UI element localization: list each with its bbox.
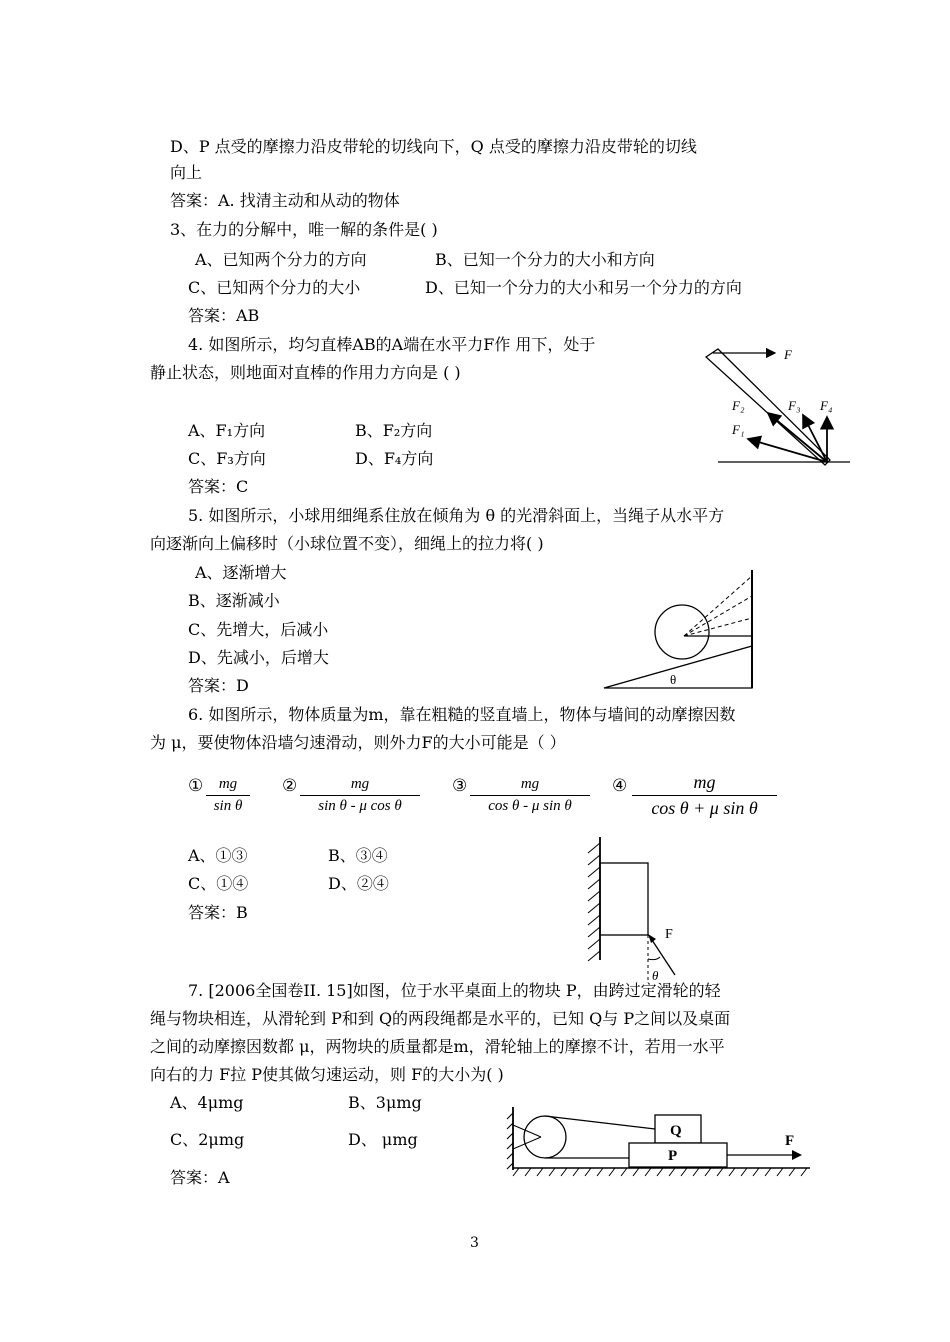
q4-stem-line1: 4. 如图所示，均匀直棒AB的A端在水平力F作 用下，处于 [188, 335, 596, 354]
q6-formula-4-bar [632, 795, 777, 796]
q6-block-wall-figure [582, 835, 692, 985]
q7-stem-line1: 7. [2006全国卷II. 15]如图，位于水平桌面上的物块 P，由跨过定滑轮的轻 [188, 981, 721, 1000]
q4-force-F1-arrow [748, 439, 827, 462]
q6-formula-1-numerator: mg [218, 776, 238, 792]
q3-option-c: C、已知两个分力的大小 [188, 278, 361, 297]
q6-formula-4 [632, 772, 777, 819]
q4-option-d: D、F₄方向 [355, 449, 434, 468]
q6-force-arrowhead [648, 934, 656, 943]
q4-stem-line2: 静止状态，则地面对直棒的作用力方向是 ( ) [150, 363, 461, 382]
q5-rope-dashed-2 [684, 596, 752, 636]
q5-incline [604, 646, 752, 688]
q4-force-F3-arrow [803, 415, 827, 462]
q6-choice-4-marker: ④ [612, 776, 628, 796]
q5-stem-line2: 向逐渐向上偏移时（小球位置不变），细绳上的拉力将( ) [150, 534, 544, 553]
q7-stem-line4: 向右的力 F拉 P使其做匀速运动，则 F的大小为( ) [150, 1065, 504, 1084]
q4-label-F1: F₁ [732, 422, 745, 437]
q5-option-d: D、先减小，后增大 [188, 648, 329, 667]
q2-option-d-line2: 向上 [170, 163, 203, 182]
q7-option-b: B、3μmg [348, 1093, 422, 1112]
q7-force-F-arrowhead [792, 1150, 802, 1160]
page-number: 3 [470, 1235, 479, 1251]
q6-formula-2 [300, 776, 420, 815]
q6-angle-arc [648, 957, 660, 960]
q5-rope-dashed-3 [684, 618, 752, 636]
q2-answer: 答案：A. 找清主动和从动的物体 [170, 191, 400, 210]
q7-block-P [629, 1143, 727, 1167]
q7-pulley [524, 1116, 566, 1158]
q7-table-hatching [513, 1168, 807, 1176]
q6-answer: 答案：B [188, 903, 248, 922]
q4-label-F: F [784, 347, 792, 362]
q6-formula-2-denominator: sin θ - μ cos θ [318, 798, 402, 814]
q6-choice-1-marker: ① [188, 776, 204, 796]
q5-answer: 答案：D [188, 676, 249, 695]
q4-label-F4: F₄ [820, 398, 833, 413]
q3-option-a: A、已知两个分力的方向 [195, 250, 367, 269]
q7-label-Q: Q [670, 1123, 682, 1139]
q7-pulley-blocks-figure [505, 1105, 820, 1185]
q6-formula-2-bar [300, 795, 420, 796]
q5-ball-incline-figure [600, 568, 760, 693]
q7-label-F: F [785, 1133, 795, 1149]
q6-formula-4-denominator: cos θ + μ sin θ [651, 798, 758, 818]
q7-option-d: D、 μmg [348, 1130, 418, 1149]
q6-stem-line2: 为 μ，要使物体沿墙匀速滑动，则外力F的大小可能是（ ） [150, 733, 566, 752]
q5-theta-label: θ [670, 672, 677, 687]
q4-force-F2-arrow [768, 413, 827, 462]
q6-choice-3-marker: ③ [452, 776, 468, 796]
q4-option-c: C、F₃方向 [188, 449, 266, 468]
q6-formula-1 [206, 776, 250, 815]
q7-answer: 答案：A [170, 1168, 230, 1187]
q5-option-c: C、先增大，后减小 [188, 620, 329, 639]
q3-option-d: D、已知一个分力的大小和另一个分力的方向 [425, 278, 742, 297]
q3-option-b: B、已知一个分力的大小和方向 [435, 250, 655, 269]
q6-option-b: B、③④ [328, 846, 388, 865]
q4-rod-force-figure [700, 335, 860, 470]
q6-block [600, 863, 648, 935]
q5-option-a: A、逐渐增大 [195, 563, 287, 582]
q6-wall-hatching [588, 843, 600, 961]
q6-formula-3-denominator: cos θ - μ sin θ [488, 798, 572, 814]
q2-option-d-line1: D、P 点受的摩擦力沿皮带轮的切线向下，Q 点受的摩擦力沿皮带轮的切线 [170, 137, 697, 156]
q5-stem-line1: 5. 如图所示，小球用细绳系住放在倾角为 θ 的光滑斜面上，当绳子从水平方 [188, 506, 725, 525]
q6-force-label: F [665, 927, 673, 942]
q6-formula-3 [470, 776, 590, 815]
q7-option-c: C、2μmg [170, 1130, 245, 1149]
q4-option-a: A、F₁方向 [188, 421, 266, 440]
q6-option-d: D、②④ [328, 874, 389, 893]
q6-theta-label: θ [652, 968, 659, 983]
q6-formula-2-numerator: mg [350, 776, 370, 792]
q4-label-F2: F₂ [732, 398, 745, 413]
q6-formula-1-bar [206, 795, 250, 796]
q4-answer: 答案：C [188, 477, 249, 496]
q5-option-b: B、逐渐减小 [188, 591, 280, 610]
q6-formula-3-numerator: mg [520, 776, 540, 792]
q7-stem-line3: 之间的动摩擦因数都 μ，两物块的质量都是m，滑轮轴上的摩擦不计，若用一水平 [150, 1037, 725, 1056]
q7-label-P: P [668, 1148, 678, 1164]
q6-formula-1-denominator: sin θ [213, 798, 243, 814]
q3-answer: 答案：AB [188, 306, 260, 325]
q6-option-a: A、①③ [188, 846, 248, 865]
q7-wall-hatching [507, 1113, 513, 1169]
q6-formula-4-numerator: mg [693, 772, 716, 792]
q6-option-c: C、①④ [188, 874, 249, 893]
q4-label-F3: F₃ [788, 398, 801, 413]
q7-option-a: A、4μmg [170, 1093, 244, 1112]
q3-stem: 3、在力的分解中，唯一解的条件是( ) [170, 220, 438, 239]
q6-formula-3-bar [470, 795, 590, 796]
q7-stem-line2: 绳与物块相连，从滑轮到 P和到 Q的两段绳都是水平的，已知 Q与 P之间以及桌面 [150, 1009, 731, 1028]
q6-stem-line1: 6. 如图所示，物体质量为m，靠在粗糙的竖直墙上，物体与墙间的动摩擦因数 [188, 705, 736, 724]
q4-option-b: B、F₂方向 [355, 421, 433, 440]
q6-choice-2-marker: ② [282, 776, 298, 796]
q7-rope-to-Q [545, 1116, 655, 1129]
q4-rod [706, 349, 830, 465]
